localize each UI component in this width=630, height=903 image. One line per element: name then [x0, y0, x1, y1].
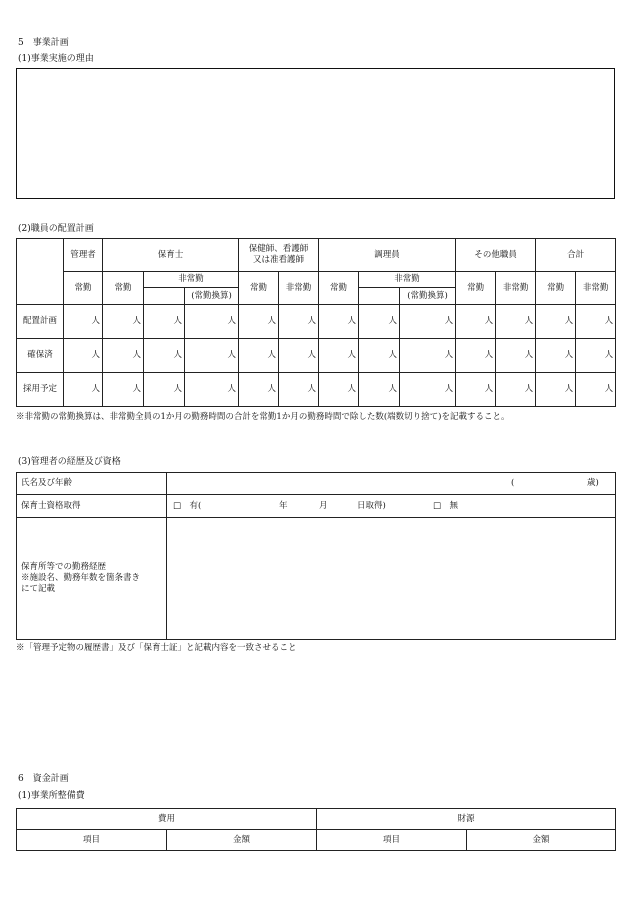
count-cell[interactable] [496, 339, 536, 373]
count-cell[interactable] [319, 339, 359, 373]
unit-label: 人 [227, 384, 237, 394]
unit-label: 人 [347, 316, 357, 326]
count-cell[interactable] [239, 305, 279, 339]
unit-label: 人 [132, 384, 141, 394]
table-row-secured [17, 339, 616, 373]
count-cell[interactable] [279, 373, 319, 407]
count-cell[interactable] [64, 305, 103, 339]
unit-label: 人 [444, 350, 454, 360]
part-label: 非常勤 [144, 272, 239, 288]
age-close: 歳) [587, 478, 599, 488]
qual-day: 日取得) [357, 501, 386, 511]
unit-label: 人 [307, 350, 317, 360]
source-header: 財源 [317, 809, 616, 830]
count-cell[interactable] [239, 373, 279, 407]
row-label: 確保済 [17, 339, 64, 373]
count-cell[interactable] [185, 305, 239, 339]
unit-label: 人 [484, 316, 494, 326]
unit-label: 人 [227, 350, 237, 360]
unit-label: 人 [524, 384, 534, 394]
full-label: 常勤 [64, 272, 103, 305]
count-cell[interactable] [359, 373, 400, 407]
unit-label: 人 [267, 350, 277, 360]
count-cell[interactable] [536, 373, 576, 407]
part-label: 非常勤 [576, 272, 616, 305]
reason-input-box[interactable] [16, 68, 615, 199]
unit-label: 人 [132, 350, 141, 360]
count-cell[interactable] [64, 373, 103, 407]
count-cell[interactable] [103, 373, 144, 407]
count-cell[interactable] [359, 305, 400, 339]
count-cell[interactable] [144, 305, 185, 339]
count-cell[interactable] [144, 373, 185, 407]
count-cell[interactable] [496, 373, 536, 407]
unit-label: 人 [227, 316, 237, 326]
unit-label: 人 [388, 350, 398, 360]
count-cell[interactable] [103, 305, 144, 339]
unit-label: 人 [267, 384, 277, 394]
count-cell[interactable] [239, 339, 279, 373]
unit-label: 人 [173, 384, 182, 394]
count-cell[interactable] [319, 373, 359, 407]
funding-table [16, 808, 616, 851]
count-cell[interactable] [576, 339, 616, 373]
count-cell[interactable] [185, 373, 239, 407]
career-label: 保育所等での勤務経歴 ※施設名、勤務年数を箇条書き にて記載 [17, 518, 167, 640]
count-cell[interactable] [103, 339, 144, 373]
age-open: ( [511, 478, 515, 488]
unit-label: 人 [604, 384, 614, 394]
section-5-heading: 5 事業計画 [18, 38, 69, 48]
unit-label: 人 [564, 350, 574, 360]
count-cell[interactable] [400, 339, 456, 373]
unit-label: 人 [388, 316, 398, 326]
corner-cell [17, 239, 64, 305]
count-cell[interactable] [576, 305, 616, 339]
full-label: 常勤 [456, 272, 496, 305]
conv-label: (常勤換算) [400, 288, 456, 305]
unit-label: 人 [604, 350, 614, 360]
table-row-plan [17, 305, 616, 339]
qual-year: 年 [279, 501, 288, 511]
item-header: 項目 [317, 830, 467, 851]
count-cell[interactable] [185, 339, 239, 373]
qualification-field[interactable] [167, 495, 616, 518]
part-label: 非常勤 [496, 272, 536, 305]
unit-label: 人 [388, 384, 398, 394]
unit-label: 人 [173, 316, 182, 326]
consistency-note: ※「管理予定物の履歴書」及び「保育士証」と記載内容を一致させること [16, 643, 297, 653]
conv-label: (常勤換算) [185, 288, 239, 305]
count-cell[interactable] [400, 305, 456, 339]
amount-header: 金額 [467, 830, 616, 851]
staff-plan-table [16, 238, 616, 407]
unit-label: 人 [564, 316, 574, 326]
count-cell[interactable] [456, 373, 496, 407]
count-cell[interactable] [536, 305, 576, 339]
unit-label: 人 [91, 316, 100, 326]
career-field[interactable] [167, 518, 616, 640]
unit-label: 人 [444, 384, 454, 394]
row-label: 採用予定 [17, 373, 64, 407]
unit-label: 人 [604, 316, 614, 326]
name-age-label: 氏名及び年齢 [17, 473, 167, 495]
count-cell[interactable] [456, 339, 496, 373]
count-cell[interactable] [496, 305, 536, 339]
header-nursery: 保育士 [103, 239, 239, 272]
header-other: その他職員 [456, 239, 536, 272]
part-sub-empty [144, 288, 185, 305]
qualification-label: 保育士資格取得 [17, 495, 167, 518]
name-age-field[interactable] [167, 473, 616, 495]
unit-label: 人 [91, 350, 100, 360]
row-label: 配置計画 [17, 305, 64, 339]
full-label: 常勤 [536, 272, 576, 305]
count-cell[interactable] [279, 339, 319, 373]
full-label: 常勤 [103, 272, 144, 305]
unit-label: 人 [524, 316, 534, 326]
qual-month: 月 [319, 501, 328, 511]
header-cook: 調理員 [319, 239, 456, 272]
count-cell[interactable] [536, 339, 576, 373]
header-total: 合計 [536, 239, 616, 272]
unit-label: 人 [91, 384, 100, 394]
count-cell[interactable] [64, 339, 103, 373]
manager-subheading: (3)管理者の経歴及び資格 [18, 457, 121, 467]
qual-no-checkbox[interactable]: □ 無 [433, 501, 459, 511]
qual-yes-checkbox[interactable]: □ 有( [173, 501, 202, 511]
count-cell[interactable] [359, 339, 400, 373]
count-cell[interactable] [456, 305, 496, 339]
part-sub-empty [359, 288, 400, 305]
manager-table [16, 472, 616, 640]
header-health: 保健師、看護師 又は准看護師 [239, 239, 319, 272]
unit-label: 人 [132, 316, 141, 326]
section-6-heading: 6 資金計画 [18, 774, 69, 784]
unit-label: 人 [444, 316, 454, 326]
staff-plan-subheading: (2)職員の配置計画 [18, 224, 94, 234]
part-label: 非常勤 [359, 272, 456, 288]
item-header: 項目 [17, 830, 167, 851]
unit-label: 人 [524, 350, 534, 360]
unit-label: 人 [307, 316, 317, 326]
table-row-hire [17, 373, 616, 407]
conversion-note: ※非常勤の常勤換算は、非常勤全員の1か月の勤務時間の合計を常勤1か月の勤務時間で除した数(端数切り捨て)を記載すること。 [16, 412, 510, 422]
facility-cost-subheading: (1)事業所整備費 [18, 791, 85, 801]
header-manager: 管理者 [64, 239, 103, 272]
full-label: 常勤 [239, 272, 279, 305]
part-label: 非常勤 [279, 272, 319, 305]
cost-header: 費用 [17, 809, 317, 830]
unit-label: 人 [484, 350, 494, 360]
unit-label: 人 [267, 316, 277, 326]
unit-label: 人 [347, 384, 357, 394]
unit-label: 人 [347, 350, 357, 360]
count-cell[interactable] [319, 305, 359, 339]
unit-label: 人 [173, 350, 182, 360]
unit-label: 人 [564, 384, 574, 394]
full-label: 常勤 [319, 272, 359, 305]
amount-header: 金額 [167, 830, 317, 851]
unit-label: 人 [307, 384, 317, 394]
count-cell[interactable] [279, 305, 319, 339]
count-cell[interactable] [576, 373, 616, 407]
unit-label: 人 [484, 384, 494, 394]
count-cell[interactable] [400, 373, 456, 407]
count-cell[interactable] [144, 339, 185, 373]
reason-subheading: (1)事業実施の理由 [18, 54, 94, 64]
